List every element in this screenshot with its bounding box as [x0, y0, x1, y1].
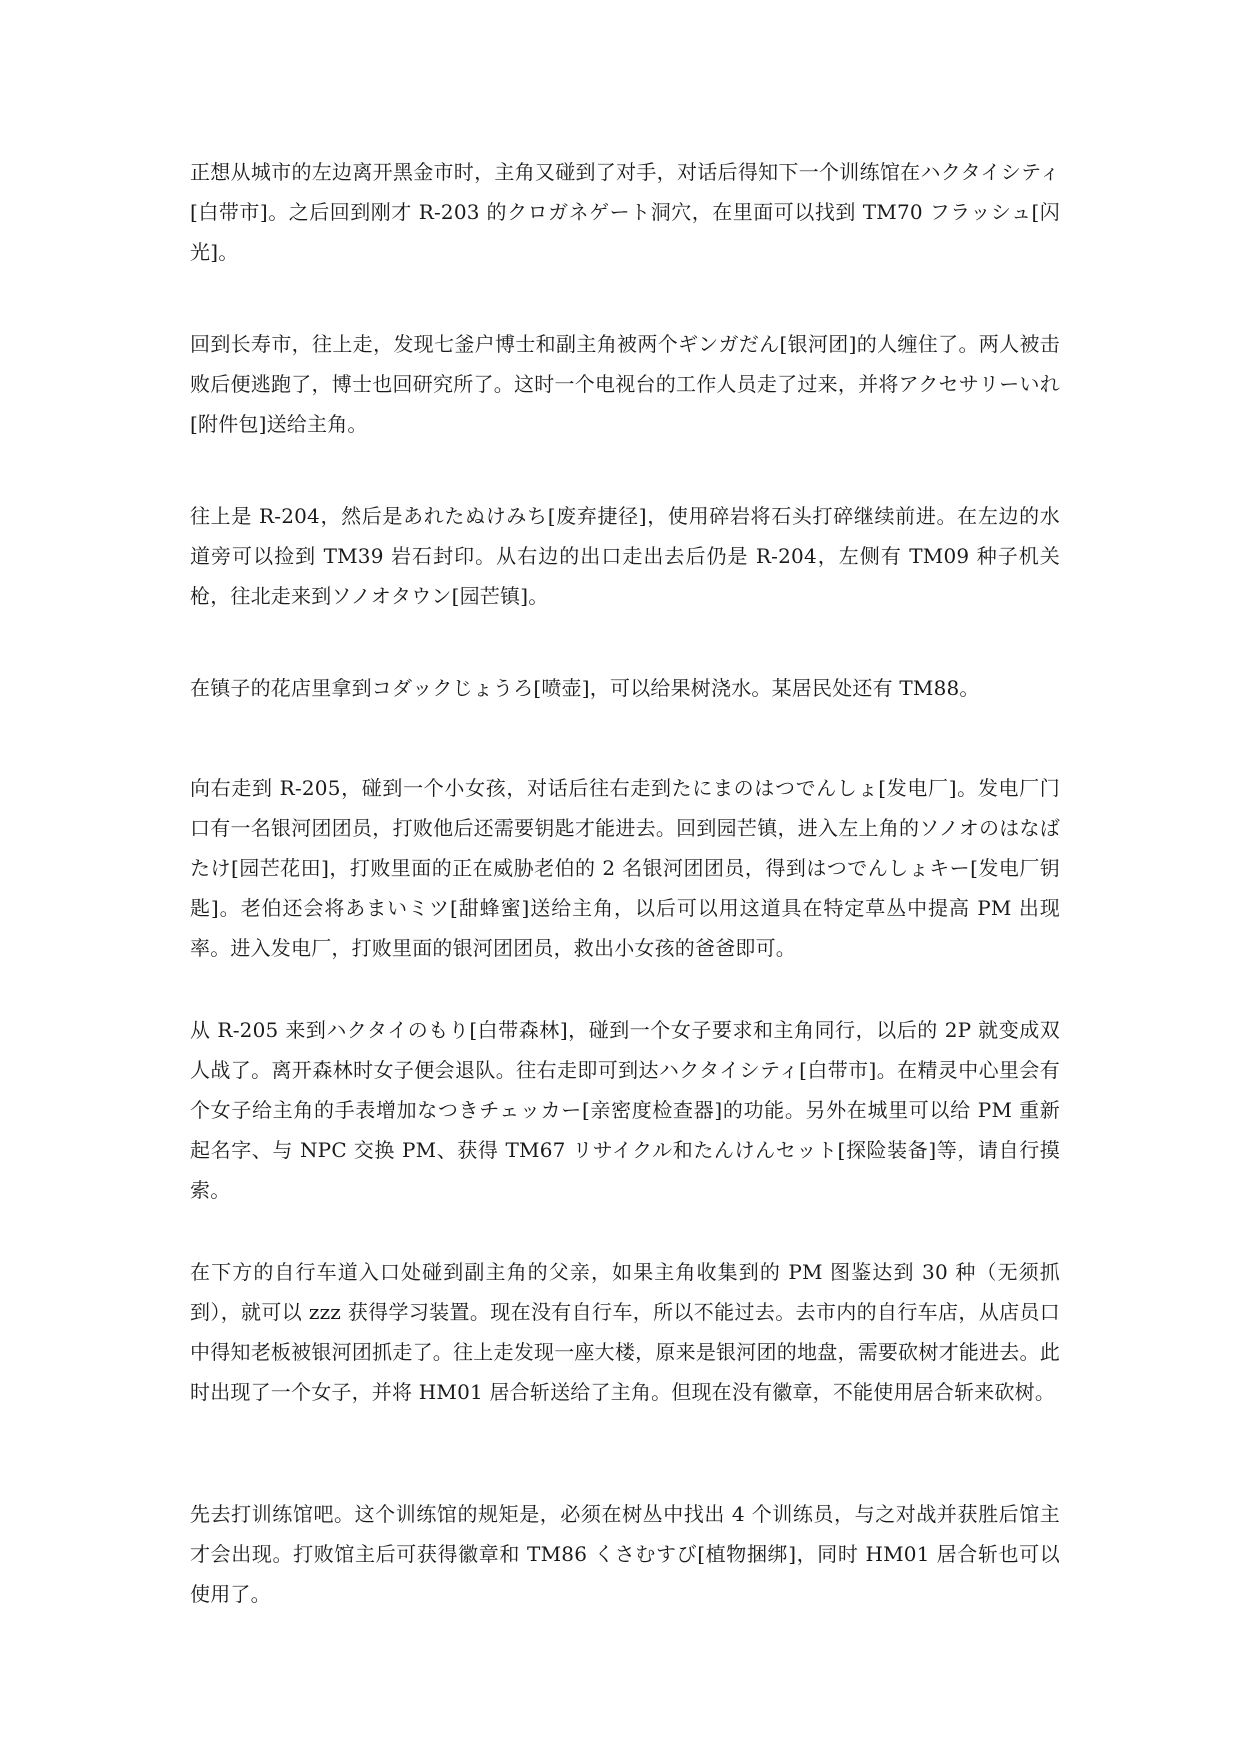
paragraph-3: 往上是 R-204，然后是あれたぬけみち[废弃捷径]，使用碎岩将石头打碎继续前进。在左边的水道旁可以捡到 TM39 岩石封印。从右边的出口走出去后仍是 R-204，左侧有 TM09 种子机关枪，往北走来到ソノオタウン[园芒镇]。: [190, 504, 1060, 608]
paragraph-6: 从 R-205 来到ハクタイのもり[白带森林]，碰到一个女子要求和主角同行，以后的 2P 就变成双人战了。离开森林时女子便会退队。往右走即可到达ハクタイシティ[白带市]。在精灵中心里会有个女子给主角的手表增加なつきチェッカー[亲密度检查器]的功能。另外在城里可以给 PM 重新起名字、与 NPC 交换 PM、获得 TM67 リサイクル和たんけんセット[探险装备]等，请自行摸索。: [190, 1018, 1060, 1202]
paragraph-1: 正想从城市的左边离开黑金市时，主角又碰到了对手，对话后得知下一个训练馆在ハクタイシティ[白带市]。之后回到刚才 R-203 的クロガネゲート洞穴，在里面可以找到 TM70 フラッシュ[闪光]。: [190, 160, 1060, 264]
paragraph-5: 向右走到 R-205，碰到一个小女孩，对话后往右走到たにまのはつでんしょ[发电厂]。发电厂门口有一名银河团团员，打败他后还需要钥匙才能进去。回到园芒镇，进入左上角的ソノオのはなばたけ[园芒花田]，打败里面的正在威胁老伯的 2 名银河团团员，得到はつでんしょキー[发电厂钥匙]。老伯还会将あまいミツ[甜蜂蜜]送给主角，以后可以用这道具在特定草丛中提高 PM 出现率。进入发电厂，打败里面的银河团团员，救出小女孩的爸爸即可。: [190, 776, 1060, 960]
paragraph-8: 先去打训练馆吧。这个训练馆的规矩是，必须在树丛中找出 4 个训练员，与之对战并获胜后馆主才会出现。打败馆主后可获得徽章和 TM86 くさむすび[植物捆绑]，同时 HM01 居合斩也可以使用了。: [190, 1502, 1060, 1606]
paragraph-7: 在下方的自行车道入口处碰到副主角的父亲，如果主角收集到的 PM 图鉴达到 30 种（无须抓到），就可以 zzz 获得学习装置。现在没有自行车，所以不能过去。去市内的自行车店，从店员口中得知老板被银河团抓走了。往上走发现一座大楼，原来是银河团的地盘，需要砍树才能进去。此时出现了一个女子，并将 HM01 居合斩送给了主角。但现在没有徽章，不能使用居合斩来砍树。: [190, 1260, 1060, 1404]
paragraph-4: 在镇子的花店里拿到コダックじょうろ[喷壶]，可以给果树浇水。某居民处还有 TM88。: [190, 676, 980, 700]
paragraph-2: 回到长寿市，往上走，发现七釜户博士和副主角被两个ギンガだん[银河团]的人缠住了。两人被击败后便逃跑了，博士也回研究所了。这时一个电视台的工作人员走了过来，并将アクセサリーいれ[附件包]送给主角。: [190, 332, 1060, 436]
